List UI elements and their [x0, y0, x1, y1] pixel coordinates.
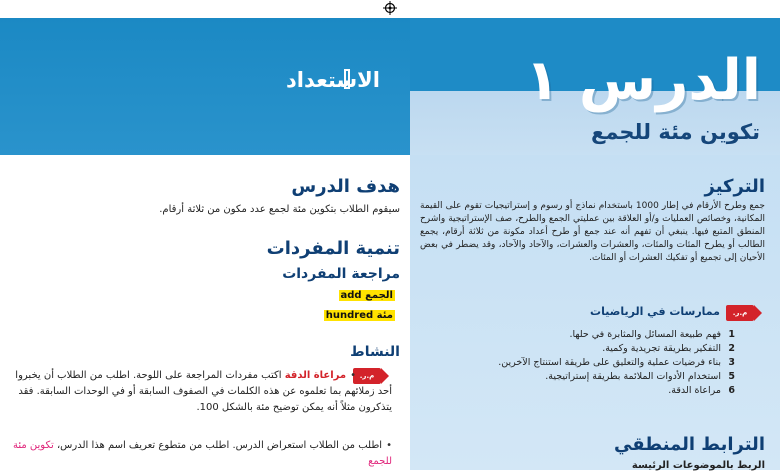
activity-item-2-link: تكوين مئة للجمع: [12, 440, 392, 467]
goal-text: سيقوم الطلاب بتكوين مئة لجمع عدد مكون من ثلاثة أرقام.: [159, 204, 400, 215]
lesson-number: الدرس ١: [525, 48, 761, 113]
practice-item: 1فهم طبيعة المسائل والمثابرة في حلها.: [569, 329, 735, 340]
practice-item: 6مراعاة الدقة.: [668, 385, 735, 396]
practice-item: 3بناء فرضيات عملية والتعليق على طريقة استنتاج الآخرين.: [498, 357, 735, 368]
goal-heading: هدف الدرس: [291, 176, 400, 197]
practices-badge: م.ر.: [726, 305, 754, 321]
activity-practice-badge: م.ر.: [353, 368, 381, 384]
registration-mark-icon: [383, 1, 397, 15]
practice-item: 5استخدام الأدوات الملائمة بطريقة إستراتيجية.: [545, 371, 735, 382]
vocab-term-hundred: مئة hundred: [325, 310, 393, 321]
focus-text: جمع وطرح الأرقام في إطار 1000 باستخدام نماذج أو رسوم و إستراتيجيات تقوم على القيمة المكانية، وخصائص العمليات و/أو العلاقة بين عمليتي الجمع والطرح، صف الإستراتيجية واشرح المنطق المتبع فيها. ينبغي أن تفهم أنه عند جمع أو طرح أعداد مكونة من ثلاثة أرقام، يجمع الطالب أو يطرح المئات والمئات، والعشرات والعشرات، والآحاد والآحاد، وقد يضطر في بعض الأحيان إلى تجميع أو تفكيك العشرات أو المئات.: [420, 201, 765, 263]
vocab-heading: تنمية المفردات: [266, 238, 400, 259]
focus-heading: التركيز: [704, 176, 765, 197]
practices-heading: ممارسات في الرياضيات: [590, 305, 720, 318]
practices-list: [420, 328, 735, 398]
activity-item-2-text: •اطلب من الطلاب استعراض الدرس. اطلب من متطوع تعريف اسم هذا الدرس، تكوين مئة للجمع: [12, 440, 392, 467]
practice-item: 2التفكير بطريقة تجريدية وكمية.: [602, 343, 735, 354]
prep-title: الاستعداد: [285, 68, 380, 92]
lesson-title: تكوين مئة للجمع: [591, 120, 760, 144]
vocab-term-add: الجمع add: [340, 290, 393, 301]
coherence-subheading: الربط بالموضوعات الرئيسة: [631, 460, 765, 471]
activity-item-1-label: مراعاة الدقة: [284, 370, 347, 381]
coherence-heading: الترابط المنطقي: [614, 434, 765, 455]
activity-heading: النشاط: [350, 344, 400, 360]
activity-item-1-text: •مراعاة الدقة اكتب مفردات المراجعة على اللوحة. اطلب من الطلاب أن يخبروا أحد زملائهم بما تعلموه عن هذه الكلمات في الصفوف السابقة أو في الوحدات السابقة. فقد يتذكرون مثلاً أنه يمكن توضيح مئة بالشكل 100.: [15, 370, 392, 413]
vocab-review-heading: مراجعة المفردات: [282, 266, 400, 282]
